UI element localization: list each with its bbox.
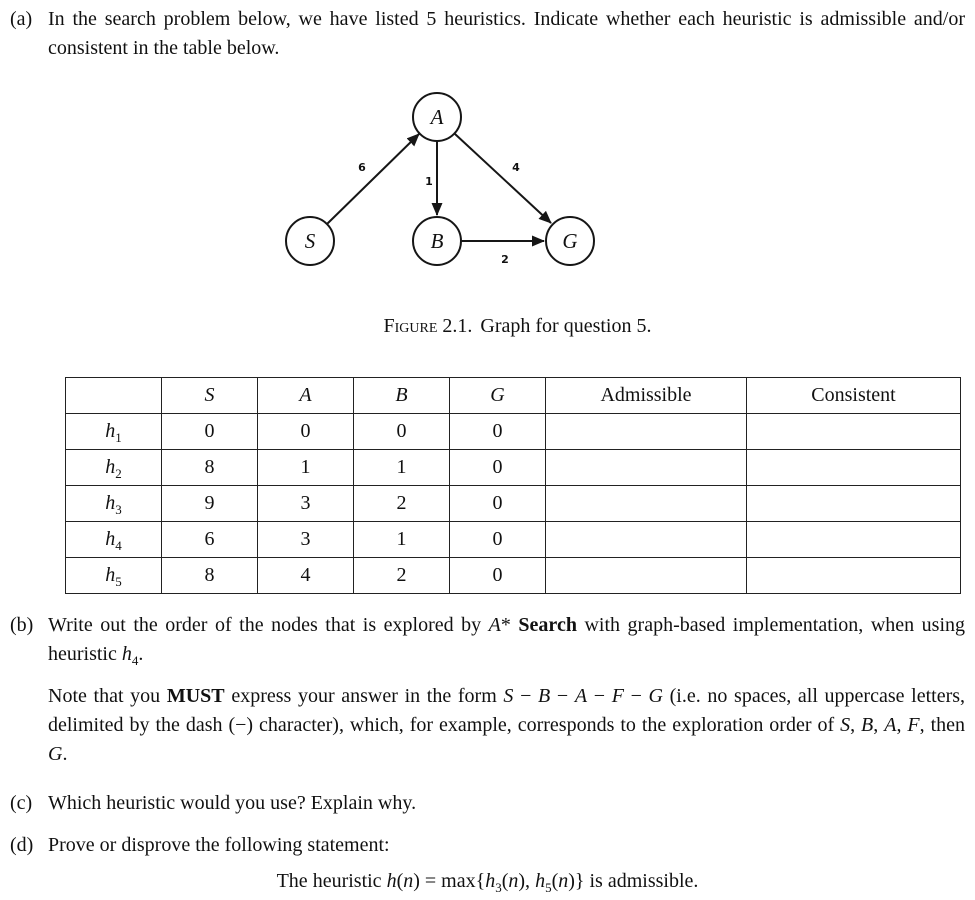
- cell-b: 1: [354, 522, 450, 558]
- part-b-text: [48, 611, 965, 669]
- text-segment: F: [611, 685, 624, 707]
- figure-caption: [40, 312, 975, 341]
- text-segment: (: [396, 870, 404, 892]
- heuristic-base: h: [105, 456, 116, 478]
- part-b-label: (b): [10, 614, 34, 636]
- edge-weight-a-g: 4: [512, 161, 520, 174]
- text-segment: A: [574, 685, 588, 707]
- figure-caption-label: Figure 2.1.: [383, 315, 473, 337]
- cell-b: 1: [354, 450, 450, 486]
- text-segment: n: [558, 870, 569, 892]
- col-b: B: [354, 378, 450, 414]
- edge-s-a: [327, 134, 419, 224]
- text-segment: h: [386, 870, 397, 892]
- table-row: [66, 414, 961, 450]
- heuristic-sub: 3: [115, 502, 122, 517]
- text-segment: with graph-based implementation, when using heuristic: [48, 614, 966, 665]
- cell-s: 6: [162, 522, 258, 558]
- cell-admissible: [546, 486, 747, 522]
- cell-admissible: [546, 522, 747, 558]
- text-segment: B: [538, 685, 551, 707]
- text-segment: n: [403, 870, 414, 892]
- text-segment: Prove or disprove the following statement:: [48, 834, 390, 856]
- cell-a: 3: [258, 522, 354, 558]
- part-d-text: [48, 831, 965, 860]
- text-segment: 5: [545, 880, 552, 895]
- row-label-h5: [66, 558, 162, 594]
- col-blank: [66, 378, 162, 414]
- text-segment: n: [508, 870, 519, 892]
- text-segment: −: [623, 685, 649, 707]
- part-c: [10, 789, 965, 818]
- heuristic-base: h: [105, 420, 116, 442]
- node-g-label: G: [562, 229, 578, 253]
- text-segment: , then: [919, 714, 966, 736]
- text-segment: The heuristic: [276, 870, 387, 892]
- cell-a: 4: [258, 558, 354, 594]
- node-a-label: A: [430, 105, 444, 129]
- text-segment: )} is admissible.: [568, 870, 699, 892]
- cell-b: 2: [354, 486, 450, 522]
- cell-g: 0: [450, 450, 546, 486]
- text-segment: h: [121, 643, 132, 665]
- text-segment: .: [138, 643, 144, 665]
- heuristic-sub: 1: [115, 430, 122, 445]
- part-a: [10, 5, 965, 63]
- text-segment: A: [488, 614, 501, 636]
- part-b: [10, 611, 965, 769]
- heuristic-base: h: [105, 492, 116, 514]
- text-segment: ,: [873, 714, 885, 736]
- cell-b: 2: [354, 558, 450, 594]
- cell-consistent: [747, 522, 961, 558]
- text-segment: ,: [896, 714, 908, 736]
- text-segment: F: [907, 714, 920, 736]
- table-row: [66, 522, 961, 558]
- cell-admissible: [546, 558, 747, 594]
- cell-s: 8: [162, 558, 258, 594]
- text-segment: −: [587, 685, 612, 707]
- text-segment: (i.e. no spaces, all uppercase letters, delimited by the dash (−) character), which, for example, corresponds to the exploration order of: [48, 685, 966, 736]
- text-segment: .: [62, 743, 68, 765]
- text-segment: S: [503, 685, 514, 707]
- part-b-body: [48, 611, 965, 769]
- figure-caption-text: Graph for question 5.: [480, 315, 652, 337]
- part-d-label: (d): [10, 834, 34, 856]
- part-d-statement: [10, 867, 965, 896]
- cell-s: 0: [162, 414, 258, 450]
- text-segment: Note that you: [48, 685, 167, 707]
- table-row: [66, 450, 961, 486]
- cell-admissible: [546, 414, 747, 450]
- heuristic-base: h: [105, 564, 116, 586]
- text-segment: −: [550, 685, 575, 707]
- text-segment: h: [535, 870, 546, 892]
- cell-consistent: [747, 558, 961, 594]
- part-b-note: [48, 682, 965, 769]
- col-consistent: Consistent: [747, 378, 961, 414]
- part-a-label: (a): [10, 8, 33, 30]
- text-segment: −: [513, 685, 539, 707]
- part-c-text: [48, 789, 965, 818]
- cell-consistent: [747, 486, 961, 522]
- table-row: [66, 558, 961, 594]
- cell-s: 8: [162, 450, 258, 486]
- text-segment: *: [500, 614, 511, 636]
- text-segment: Which heuristic would you use? Explain why.: [48, 792, 417, 814]
- part-a-text: [48, 5, 965, 63]
- text-segment: G: [648, 685, 663, 707]
- text-segment: In the search problem below, we have listed 5 heuristics. Indicate whether each heuristic is admissible and/or consistent in the table below.: [48, 8, 965, 59]
- row-label-h4: [66, 522, 162, 558]
- cell-b: 0: [354, 414, 450, 450]
- text-segment: S: [840, 714, 851, 736]
- heuristics-table: [65, 377, 961, 594]
- table-row: [66, 486, 961, 522]
- cell-g: 0: [450, 522, 546, 558]
- cell-a: 3: [258, 486, 354, 522]
- heuristic-sub: 2: [115, 466, 122, 481]
- text-segment: ),: [518, 870, 536, 892]
- row-label-h2: [66, 450, 162, 486]
- cell-consistent: [747, 414, 961, 450]
- edge-weight-b-g: 2: [501, 253, 509, 266]
- text-segment: express your answer in the form: [224, 685, 504, 707]
- text-segment: A: [884, 714, 897, 736]
- part-d: [10, 831, 965, 860]
- edge-weight-s-a: 6: [358, 161, 366, 174]
- node-s-label: S: [304, 229, 316, 253]
- text-segment: 3: [495, 880, 502, 895]
- edge-a-g: [455, 134, 551, 223]
- text-segment: ) = max{: [413, 870, 486, 892]
- cell-a: 1: [258, 450, 354, 486]
- heuristic-base: h: [105, 528, 116, 550]
- text-segment: G: [48, 743, 63, 765]
- text-segment: Write out the order of the nodes that is explored by: [48, 614, 489, 636]
- node-b-label: B: [430, 229, 444, 253]
- table-header-row: [66, 378, 961, 414]
- heuristic-sub: 4: [115, 538, 122, 553]
- cell-g: 0: [450, 414, 546, 450]
- text-segment: ,: [850, 714, 862, 736]
- text-segment: (: [551, 870, 559, 892]
- cell-s: 9: [162, 486, 258, 522]
- text-segment: MUST: [166, 685, 225, 707]
- cell-g: 0: [450, 486, 546, 522]
- row-label-h1: [66, 414, 162, 450]
- part-c-label: (c): [10, 792, 33, 814]
- text-segment: h: [485, 870, 496, 892]
- heuristic-sub: 5: [115, 574, 122, 589]
- graph-figure: [265, 80, 615, 280]
- col-s: S: [162, 378, 258, 414]
- cell-admissible: [546, 450, 747, 486]
- col-a: A: [258, 378, 354, 414]
- col-admissible: Admissible: [546, 378, 747, 414]
- text-segment: 4: [131, 653, 139, 668]
- cell-g: 0: [450, 558, 546, 594]
- text-segment: B: [861, 714, 874, 736]
- text-segment: (: [501, 870, 509, 892]
- cell-a: 0: [258, 414, 354, 450]
- col-g: G: [450, 378, 546, 414]
- cell-consistent: [747, 450, 961, 486]
- edge-weight-a-b: 1: [425, 175, 433, 188]
- text-segment: Search: [518, 614, 577, 636]
- row-label-h3: [66, 486, 162, 522]
